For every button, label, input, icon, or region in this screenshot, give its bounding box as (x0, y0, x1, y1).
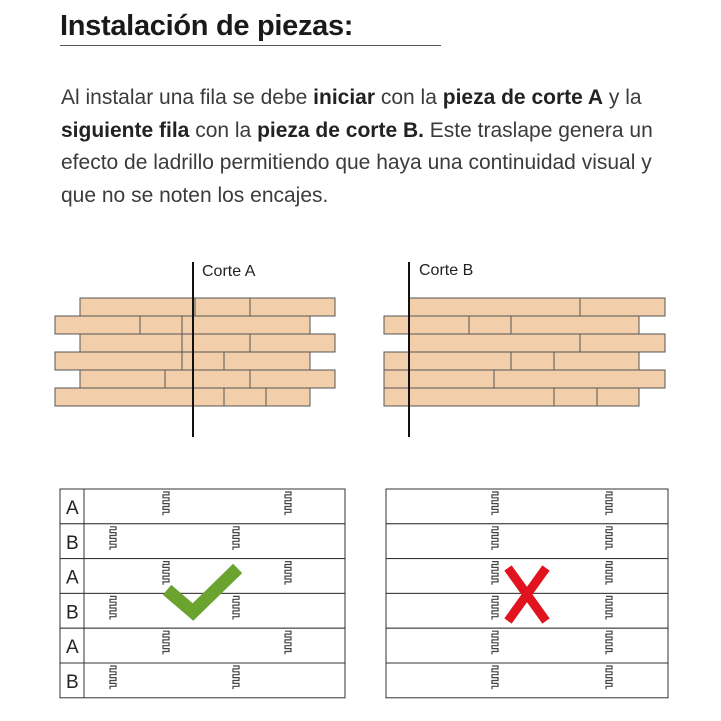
panel-row (60, 628, 345, 663)
panel-row (60, 524, 345, 559)
emphasis-text: pieza de corte B. (257, 118, 424, 142)
joint-tongue-groove (163, 562, 169, 585)
joint-tongue-groove (110, 596, 116, 619)
panel-row (386, 663, 668, 698)
plank (409, 388, 554, 406)
paragraph-text: con la (375, 86, 443, 109)
diagram-corte-b (384, 262, 665, 437)
joint-tongue-groove (492, 562, 498, 585)
plank (224, 352, 310, 370)
plank (469, 316, 511, 334)
plank (384, 352, 409, 370)
plank (80, 334, 182, 352)
panel-incorrect-pattern (386, 489, 668, 698)
plank (250, 370, 335, 388)
joint-tongue-groove (285, 562, 291, 585)
panel-row (60, 489, 345, 524)
plank (250, 334, 335, 352)
plank (195, 298, 250, 316)
joint-tongue-groove (606, 492, 612, 515)
plank (580, 298, 665, 316)
joint-tongue-groove (606, 562, 612, 585)
panel-row (60, 559, 345, 594)
plank (409, 352, 511, 370)
joint-tongue-groove (606, 596, 612, 619)
joint-tongue-groove (285, 631, 291, 654)
intro-paragraph (61, 82, 681, 212)
joint-tongue-groove (233, 596, 239, 619)
plank (55, 388, 224, 406)
joint-tongue-groove (606, 631, 612, 654)
emphasis-text: pieza de corte A (442, 86, 604, 109)
row-label: A (66, 637, 79, 659)
joint-tongue-groove (606, 527, 612, 550)
plank (494, 370, 665, 388)
row-label: B (66, 602, 79, 624)
title-underline (60, 45, 441, 46)
joint-tongue-groove (163, 631, 169, 654)
plank (80, 298, 195, 316)
page-title: Instalación de piezas: (60, 10, 354, 42)
panel-row (386, 628, 668, 663)
joint-tongue-groove (492, 527, 498, 550)
joint-tongue-groove (163, 492, 169, 515)
cut-label-b: Corte B (419, 262, 474, 279)
joint-tongue-groove (233, 527, 239, 550)
joint-tongue-groove (110, 527, 116, 550)
plank (182, 352, 224, 370)
cut-label-a: Corte A (202, 263, 256, 280)
joint-tongue-groove (233, 666, 239, 689)
diagram-corte-a (55, 262, 335, 437)
row-label: B (66, 672, 79, 693)
plank (409, 316, 469, 334)
plank (409, 334, 580, 352)
plank (266, 388, 310, 406)
plank-diagrams (0, 240, 721, 440)
joint-tongue-groove (492, 492, 498, 515)
plank (80, 370, 165, 388)
plank (55, 352, 182, 370)
plank (554, 352, 639, 370)
plank (182, 316, 310, 334)
paragraph-text: Este traslape genera un efecto de ladrillo permitiendo que haya una continuidad visual y que no se noten los encajes. (61, 118, 653, 207)
plank (409, 298, 580, 316)
plank (55, 316, 140, 334)
joint-tongue-groove (492, 596, 498, 619)
joint-panels (0, 485, 721, 720)
panel-row (386, 489, 668, 524)
plank (511, 352, 554, 370)
panel-correct-pattern (60, 489, 345, 698)
panel-row (60, 663, 345, 698)
plank (384, 370, 409, 388)
paragraph-text: con la (189, 118, 258, 142)
plank (140, 316, 182, 334)
joint-tongue-groove (492, 666, 498, 689)
plank (511, 316, 639, 334)
row-label: B (66, 532, 79, 554)
paragraph-text: Al instalar una fila se debe (61, 86, 314, 109)
plank (409, 370, 494, 388)
plank (554, 388, 597, 406)
paragraph-text: y la (603, 86, 642, 109)
panel-row (386, 524, 668, 559)
row-label: A (66, 567, 79, 589)
plank (250, 298, 335, 316)
joint-tongue-groove (492, 631, 498, 654)
joint-tongue-groove (285, 492, 291, 515)
joint-tongue-groove (606, 666, 612, 689)
plank (384, 316, 409, 334)
plank (384, 388, 409, 406)
row-label: A (66, 498, 79, 519)
emphasis-text: siguiente fila (61, 118, 190, 142)
plank (224, 388, 266, 406)
emphasis-text: iniciar (313, 86, 376, 109)
joint-tongue-groove (110, 666, 116, 689)
plank (580, 334, 665, 352)
plank (165, 370, 250, 388)
plank (597, 388, 639, 406)
